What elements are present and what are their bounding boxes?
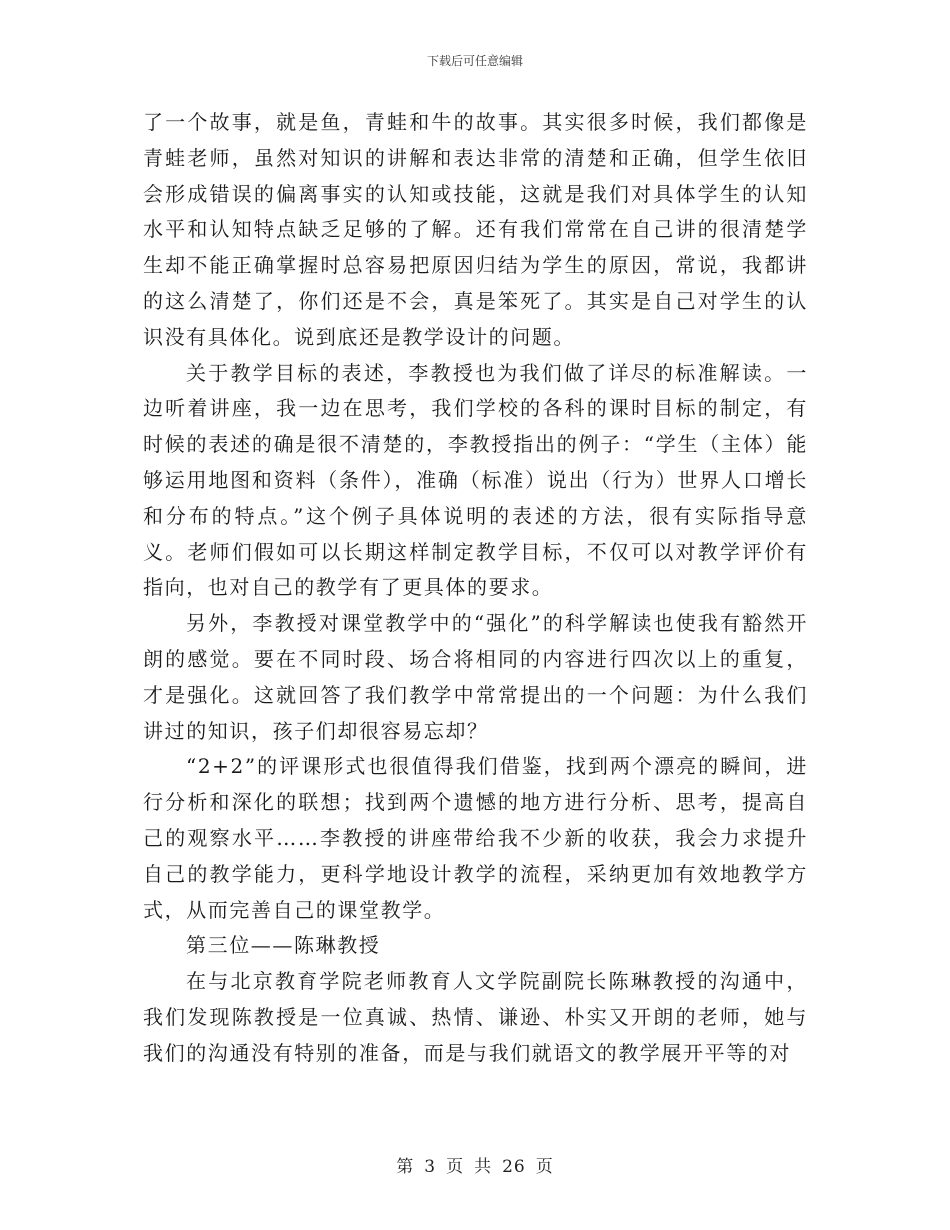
page-total: 26 bbox=[502, 1157, 526, 1177]
page-total-prefix: 共 bbox=[474, 1157, 493, 1177]
paragraph-evaluation-form: “2+2”的评课形式也很值得我们借鉴，找到两个漂亮的瞬间，进行分析和深化的联想；找到两个遗憾的地方进行分析、思考，提高自己的观察水平……李教授的讲座带给我不少新的收获，我会力求提升自己的教学能力，更科学地设计教学的流程，采纳更加有效地教学方式，从而完善自己的课堂教学。 bbox=[143, 754, 808, 922]
page-number-footer bbox=[0, 1156, 950, 1178]
page-label-mid: 页 bbox=[446, 1157, 465, 1177]
page-label-suffix: 页 bbox=[535, 1157, 554, 1177]
page-current: 3 bbox=[424, 1157, 437, 1177]
document-body bbox=[143, 105, 808, 1072]
paragraph-chen-lin: 在与北京教育学院老师教育人文学院副院长陈琳教授的沟通中，我们发现陈教授是一位真诚、热情、谦逊、朴实又开朗的老师，她与我们的沟通没有特别的准备，而是与我们就语文的教学展开平等的对 bbox=[143, 969, 808, 1065]
paragraph-continuation: 了一个故事，就是鱼，青蛙和牛的故事。其实很多时候，我们都像是青蛙老师，虽然对知识的讲解和表达非常的清楚和正确，但学生依旧会形成错误的偏离事实的认知或技能，这就是我们对具体学生的认知水平和认知特点缺乏足够的了解。还有我们常常在自己讲的很清楚学生却不能正确掌握时总容易把原因归结为学生的原因，常说，我都讲的这么清楚了，你们还是不会，真是笨死了。其实是自己对学生的认识没有具体化。说到底还是教学设计的问题。 bbox=[143, 110, 808, 349]
page-label-prefix: 第 bbox=[396, 1157, 415, 1177]
section-heading-third-speaker: 第三位——陈琳教授 bbox=[186, 933, 381, 958]
paragraph-reinforcement: 另外，李教授对课堂教学中的“强化”的科学解读也使我有豁然开朗的感觉。要在不同时段、场合将相同的内容进行四次以上的重复，才是强化。这就回答了我们教学中常常提出的一个问题：为什么我们讲过的知识，孩子们却很容易忘却？ bbox=[143, 611, 808, 743]
paragraph-teaching-goals: 关于教学目标的表述，李教授也为我们做了详尽的标准解读。一边听着讲座，我一边在思考，我们学校的各科的课时目标的制定，有时候的表述的确是很不清楚的，李教授指出的例子：“学生（主体）能够运用地图和资料（条件），准确（标准）说出（行为）世界人口增长和分布的特点。”这个例子具体说明的表述的方法，很有实际指导意义。老师们假如可以长期这样制定教学目标，不仅可以对教学评价有指向，也对自己的教学有了更具体的要求。 bbox=[143, 360, 808, 600]
page-header-note: 下载后可任意编辑 bbox=[426, 54, 523, 68]
